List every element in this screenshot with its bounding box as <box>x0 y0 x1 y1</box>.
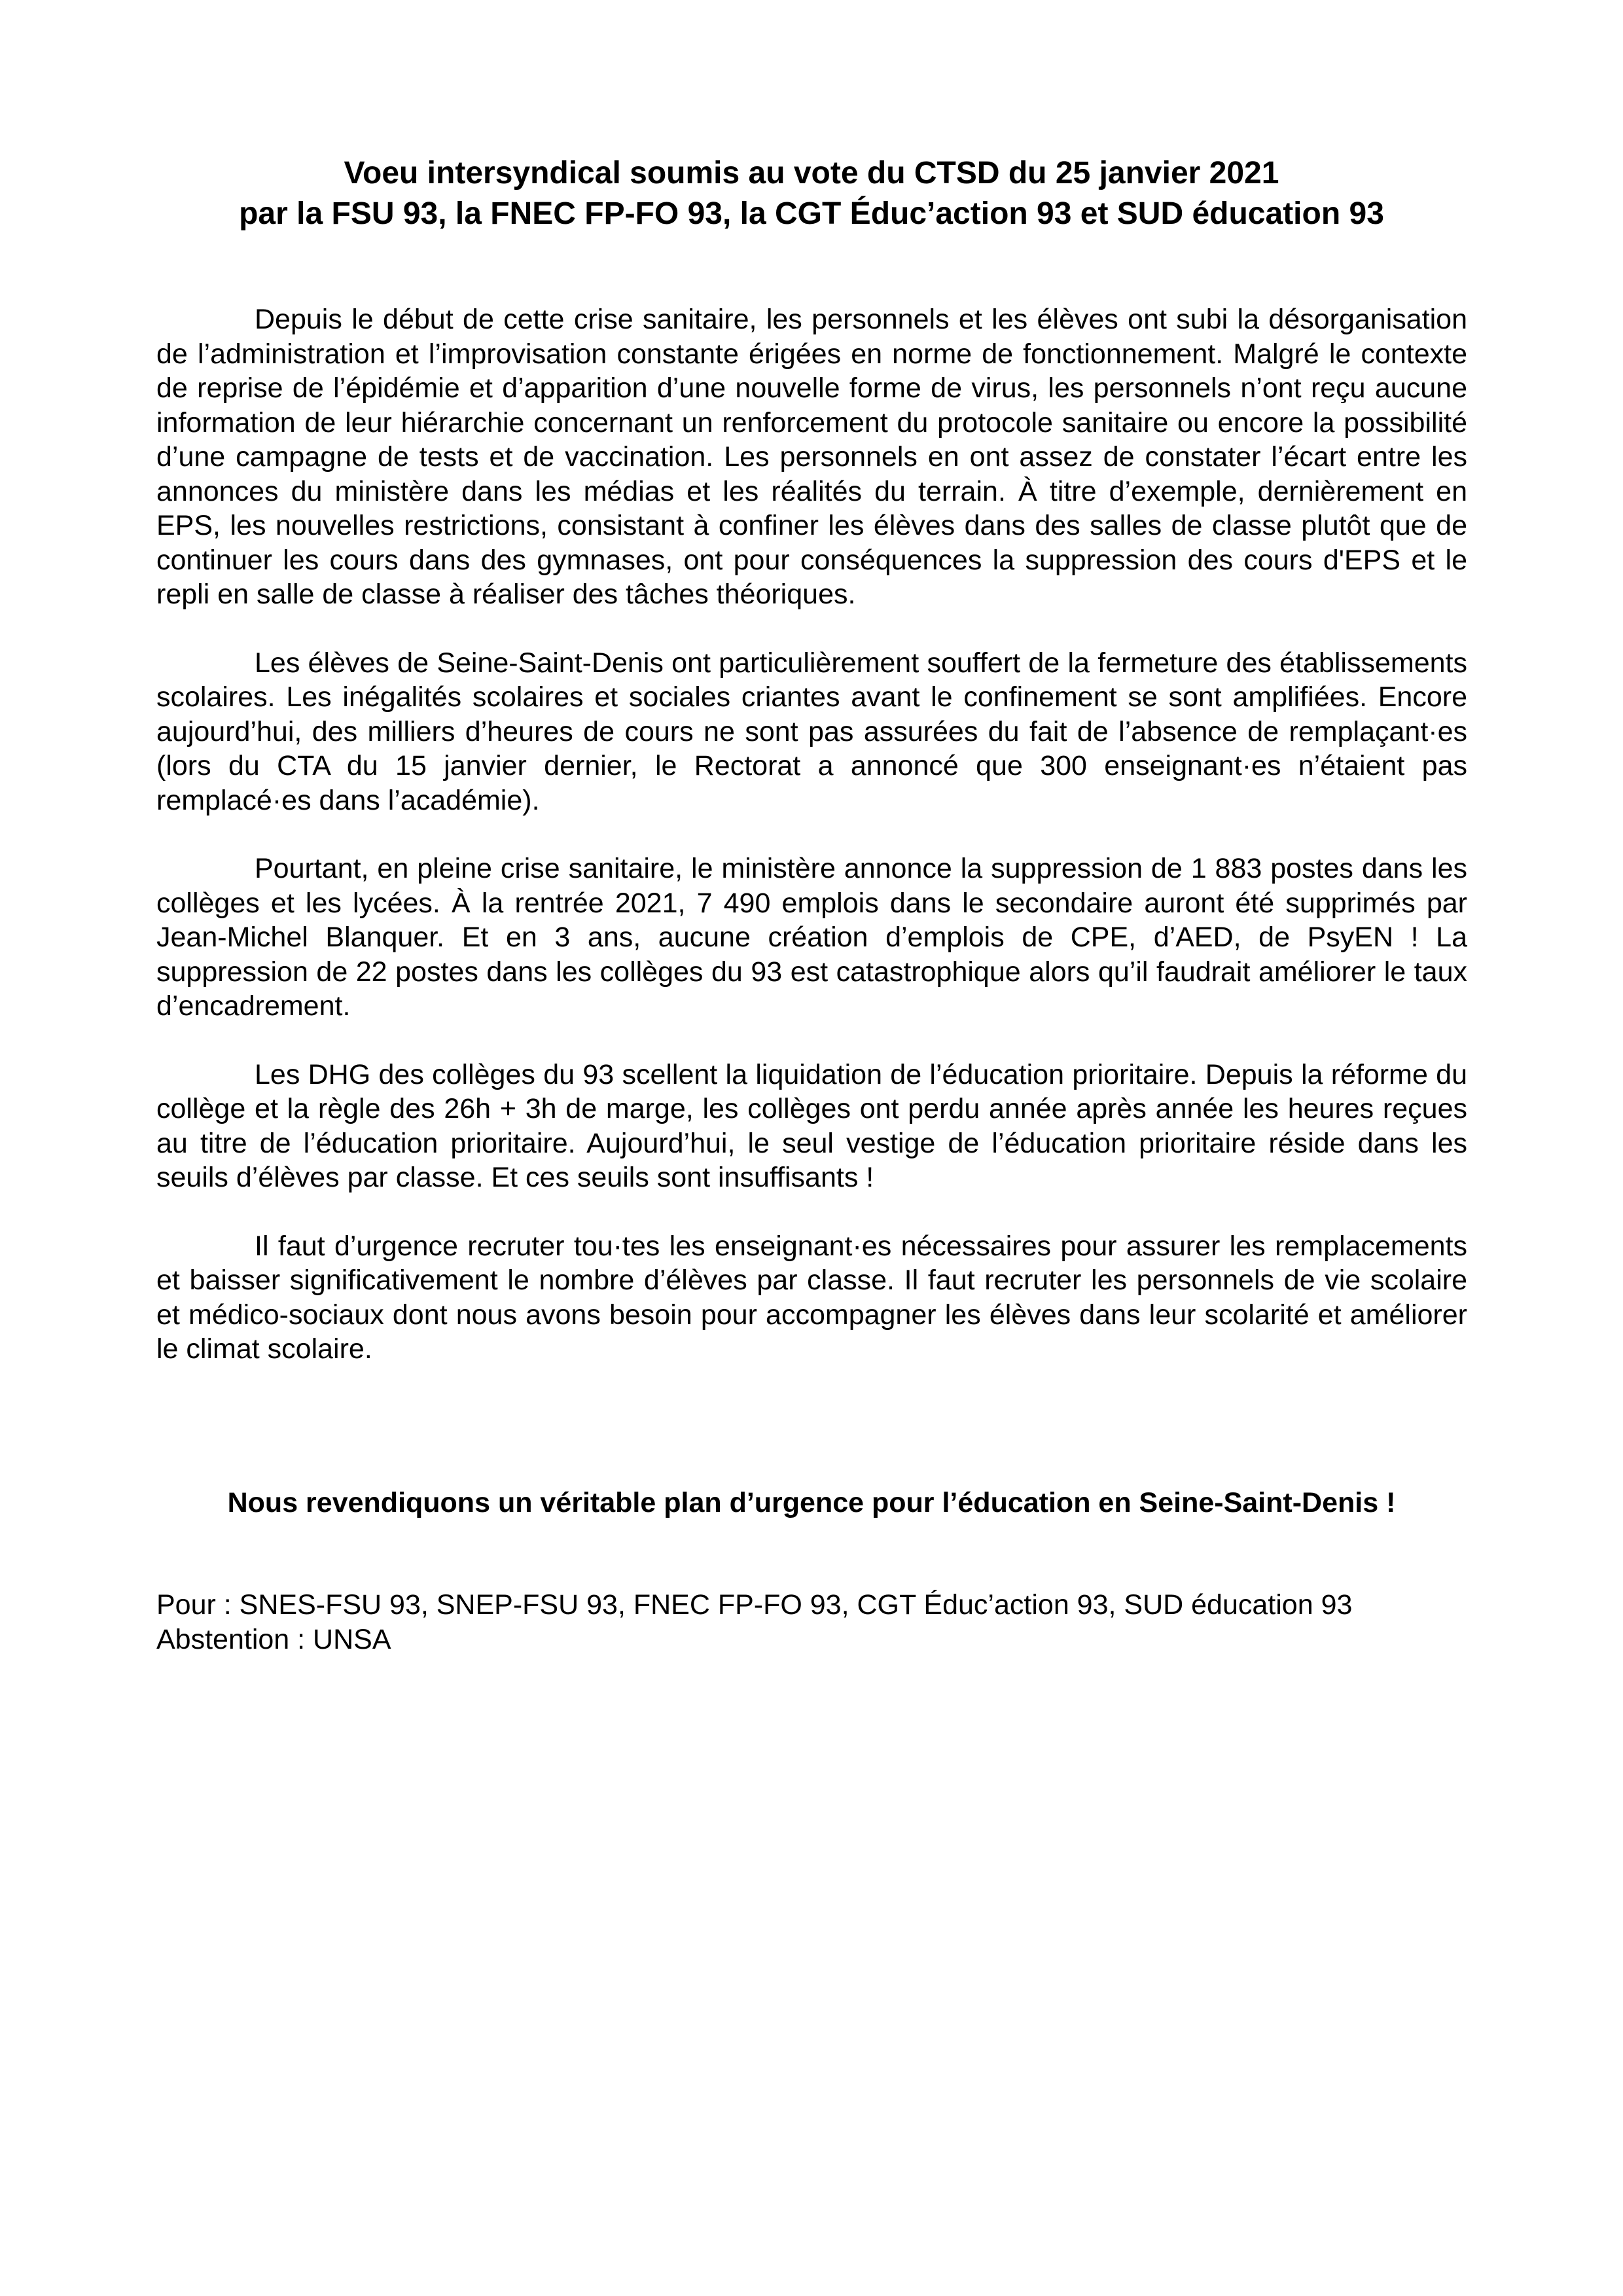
title-line-2: par la FSU 93, la FNEC FP-FO 93, la CGT Éduc’action 93 et SUD éducation 93 <box>239 196 1384 231</box>
paragraph-suppression-postes: Pourtant, en pleine crise sanitaire, le ministère annonce la suppression de 1 883 postes dans les collèges et les lycées. À la rentrée 2021, 7 490 emplois dans le secondaire auront été supprimés par Jean-Michel Blanquer. Et en 3 ans, aucune création d’emplois de CPE, d’AED, de PsyEN ! La suppression de 22 postes dans les collèges du 93 est catastrophique alors qu’il faudrait améliorer le taux d’encadrement. <box>156 853 1467 1022</box>
paragraph-dhg-colleges: Les DHG des collèges du 93 scellent la liquidation de l’éducation prioritaire. Depuis la réforme du collège et la règle des 26h + 3h de marge, les collèges ont perdu année après année les heures reçues au titre de l’éducation prioritaire. Aujourd’hui, le seul vestige de l’éducation prioritaire réside dans les seuils d’élèves par classe. Et ces seuils sont insuffisants ! <box>156 1058 1467 1193</box>
vote-results <box>156 1588 1467 1657</box>
vote-abstention: Abstention : UNSA <box>156 1623 391 1655</box>
paragraph-crise-sanitaire: Depuis le début de cette crise sanitaire, les personnels et les élèves ont subi la désorganisation de l’administration et l’improvisation constante érigées en norme de fonctionnement. Malgré le contexte de reprise de l’épidémie et d’apparition d’une nouvelle forme de virus, les personnels n’ont reçu aucune information de leur hiérarchie concernant un renforcement du protocole sanitaire ou encore la possibilité d’une campagne de tests et de vaccination. Les personnels en ont assez de constater l’écart entre les annonces du ministère dans les médias et les réalités du terrain. À titre d’exemple, dernièrement en EPS, les nouvelles restrictions, consistant à confiner les élèves dans des salles de classe plutôt que de continuer les cours dans des gymnases, ont pour conséquences la suppression des cours d'EPS et le repli en salle de classe à réaliser des tâches théoriques. <box>156 304 1467 610</box>
title-line-1: Voeu intersyndical soumis au vote du CTSD du 25 janvier 2021 <box>344 156 1279 190</box>
document-body <box>156 302 1467 1401</box>
demand-statement: Nous revendiquons un véritable plan d’urgence pour l’éducation en Seine-Saint-Denis ! <box>227 1487 1396 1518</box>
paragraph-recrutement: Il faut d’urgence recruter tou·tes les enseignant·es nécessaires pour assurer les remplacements et baisser significativement le nombre d’élèves par classe. Il faut recruter les personnels de vie scolaire et médico-sociaux dont nous avons besoin pour accompagner les élèves dans leur scolarité et améliorer le climat scolaire. <box>156 1230 1467 1365</box>
paragraph-eleves-seine-saint-denis: Les élèves de Seine-Saint-Denis ont particulièrement souffert de la fermeture des établissements scolaires. Les inégalités scolaires et sociales criantes avant le confinement se sont amplifiées. Encore aujourd’hui, des milliers d’heures de cours ne sont pas assurées du fait de l’absence de remplaçant·es (lors du CTA du 15 janvier dernier, le Rectorat a annoncé que 300 enseignant·es n’étaient pas remplacé·es dans l’académie). <box>156 647 1467 816</box>
document-title <box>157 153 1466 234</box>
vote-pour: Pour : SNES-FSU 93, SNEP-FSU 93, FNEC FP-FO 93, CGT Éduc’action 93, SUD éducation 93 <box>156 1589 1353 1621</box>
